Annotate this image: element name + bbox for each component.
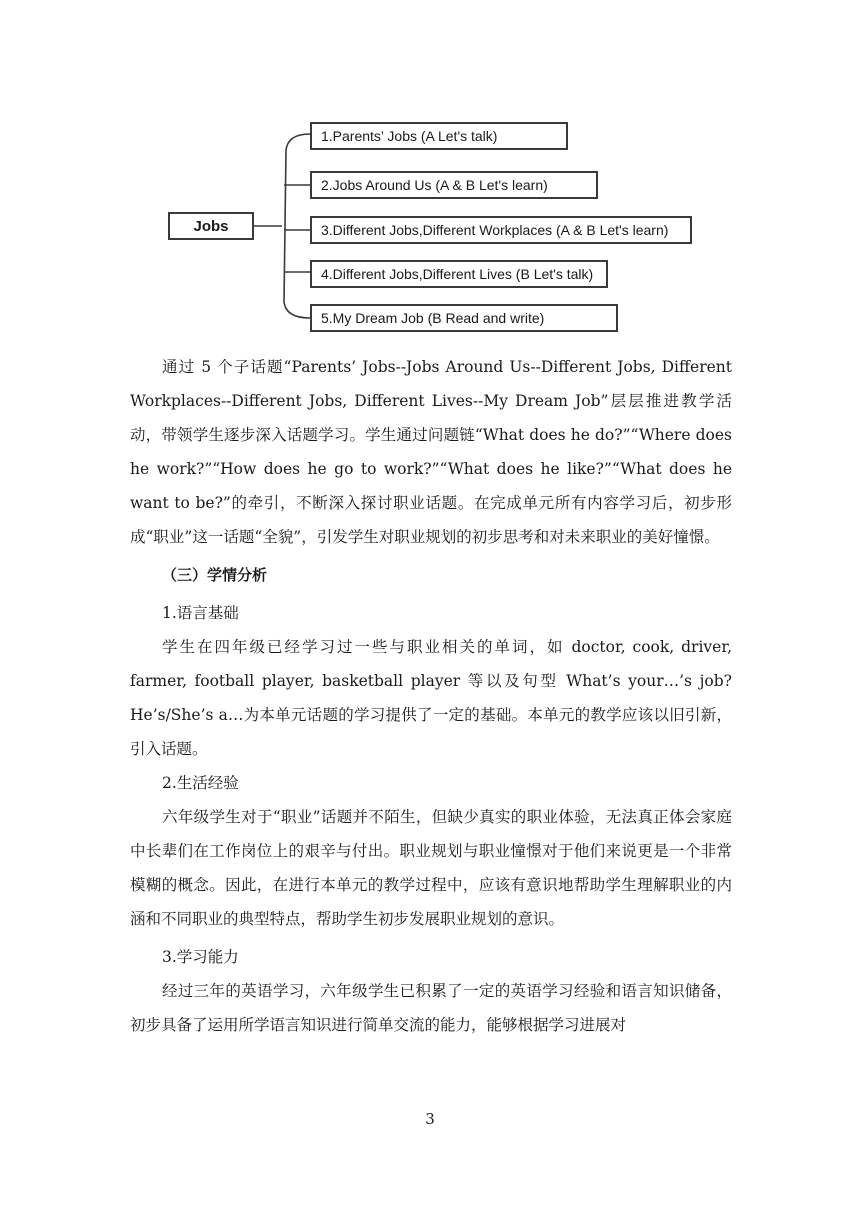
paragraph-life-experience: 六年级学生对于“职业”话题并不陌生，但缺少真实的职业体验，无法真正体会家庭中长辈们在工作岗位上的艰辛与付出。职业规划与职业憧憬对于他们来说更是一个非常模糊的概念。因此，在进行本单元的教学过程中，应该有意识地帮助学生理解职业的内涵和不同职业的典型特点，帮助学生初步发展职业规划的意识。 [130,808,732,928]
paragraph-language-basis: 学生在四年级已经学习过一些与职业相关的单词，如 doctor, cook, driver, farmer, football player, basketball player 等以及句型 What’s your…’s job? [130,638,732,690]
mind-map-node-3: 3.Different Jobs,Different Workplaces (A & B Let's learn) [310,216,692,244]
mind-map-node-2: 2.Jobs Around Us (A & B Let's learn) [310,171,598,199]
mind-map-node-1: 1.Parents’ Jobs (A Let's talk) [310,122,568,150]
body-text [130,350,732,1042]
subheading-language-basis: 1.语言基础 [162,604,239,622]
jobs-mind-map [0,0,860,345]
mind-map-node-4: 4.Different Jobs,Different Lives (B Let's talk) [310,260,608,288]
page-number: 3 [425,1110,435,1128]
mind-map-root: Jobs [168,212,254,240]
paragraph-learning-ability: 经过三年的英语学习，六年级学生已积累了一定的英语学习经验和语言知识储备，初步具备了运用所学语言知识进行简单交流的能力，能够根据学习进展对 [130,982,732,1034]
subheading-life-experience: 2.生活经验 [162,774,239,792]
paragraph-language-basis-cont: He’s/She’s a…为本单元话题的学习提供了一定的基础。本单元的教学应该以旧引新，引入话题。 [130,706,732,758]
paragraph-topic-summary: 通过 5 个子话题“Parents’ Jobs--Jobs Around Us--Different Jobs, Different Workplaces--Different Jobs, Different Lives--My Dream Job”层层推进教学活动，带领学生逐步深入话题学习。学生通过问题链“What does he do?”“Where does he work?”“How does he go to work?”“What does he like?”“What does he want to be?”的牵引，不断深入探讨职业话题。在完成单元所有内容学习后，初步形成“职业”这一话题“全貌”，引发学生对职业规划的初步思考和对未来职业的美好憧憬。 [130,358,732,546]
subheading-learning-ability: 3.学习能力 [162,948,239,966]
mind-map-node-5: 5.My Dream Job (B Read and write) [310,304,618,332]
section-heading: （三）学情分析 [162,566,268,584]
